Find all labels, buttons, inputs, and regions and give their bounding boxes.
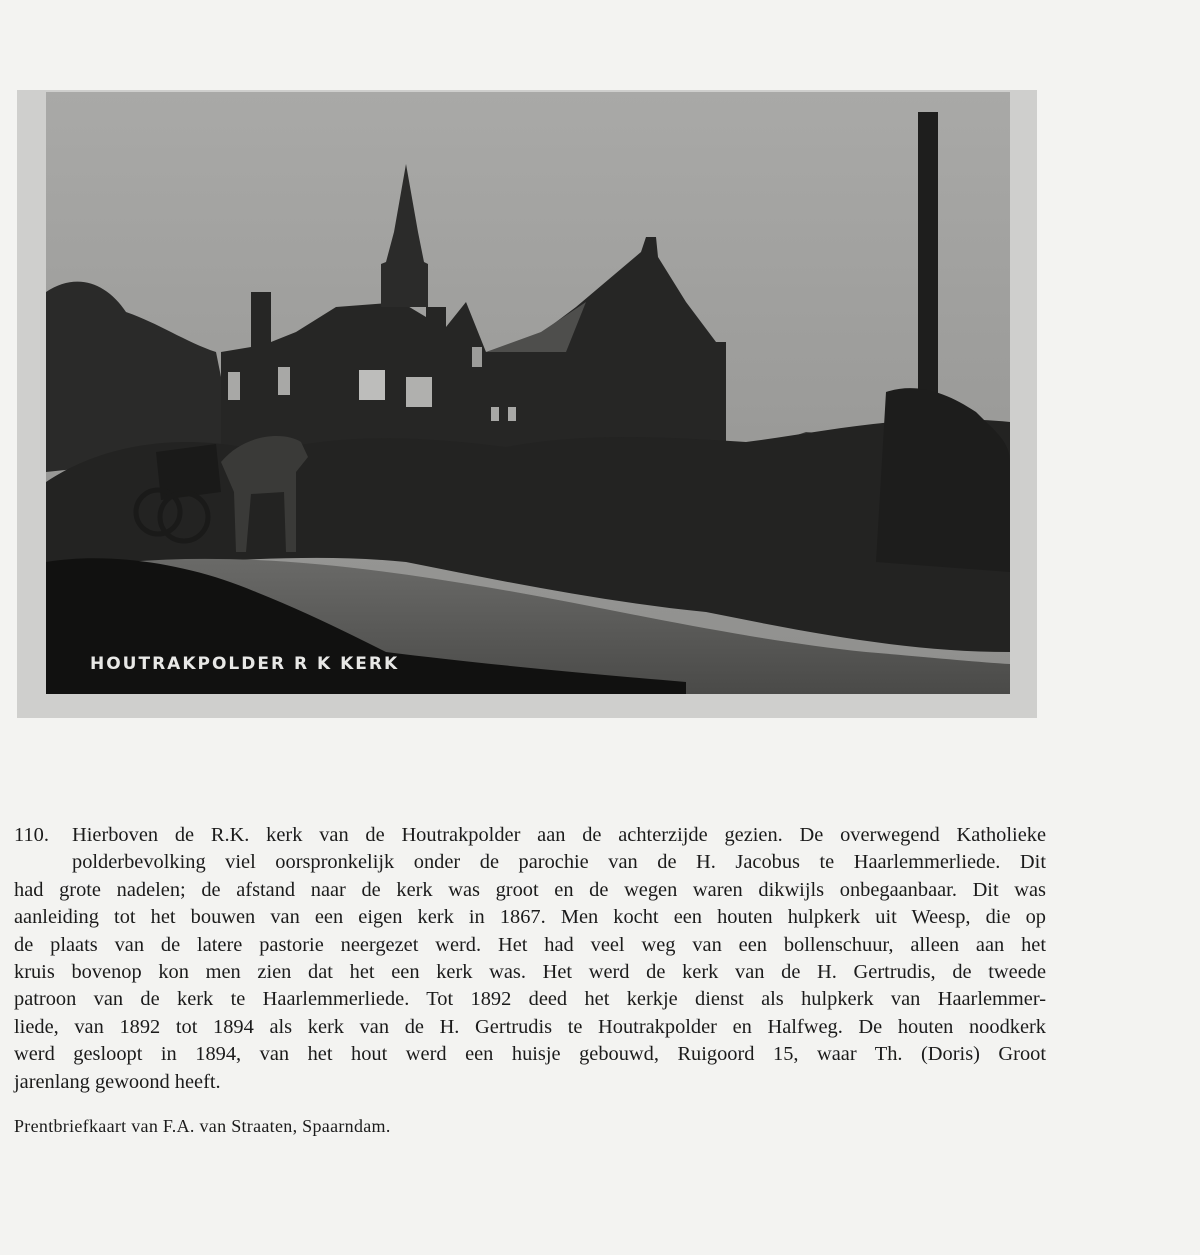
window (508, 407, 516, 421)
photo-credit: Prentbriefkaart van F.A. van Straaten, Spaarndam. (14, 1116, 391, 1136)
caption-line-2: polderbevolking viel oorspronkelijk onder de parochie van de H. Jacobus te Haarlemmerliede. Dit (72, 851, 1046, 874)
window (359, 370, 385, 400)
caption-line-3: had grote nadelen; de afstand naar de kerk was groot en de wegen waren dikwijls onbegaanbaar. Dit was (14, 878, 1046, 901)
caption-line-9: werd gesloopt in 1894, van het hout werd een huisje gebouwd, Ruigoord 15, waar Th. (Doris) Groot (14, 1043, 1046, 1066)
window (278, 367, 290, 395)
caption-number: 110. (14, 824, 49, 846)
caption-line-1: 110. Hierboven de R.K. kerk van de Houtrakpolder aan de achterzijde gezien. De overwegend Katholieke (14, 822, 1046, 849)
photo-label: HOUTRAKPOLDER R K KERK (90, 654, 400, 674)
window (472, 347, 482, 367)
church-photograph (46, 92, 1010, 694)
factory-chimney (918, 112, 938, 402)
caption-line-8: liede, van 1892 tot 1894 als kerk van de H. Gertrudis te Houtrakpolder en Halfweg. De houten noodkerk (14, 1015, 1046, 1038)
window (228, 372, 240, 400)
window (491, 407, 499, 421)
caption-line-7: patroon van de kerk te Haarlemmerliede. Tot 1892 deed het kerkje dienst als hulpkerk van Haarlemmer- (14, 988, 1046, 1011)
caption-line-4: aanleiding tot het bouwen van een eigen kerk in 1867. Men kocht een houten hulpkerk uit Weesp, die op (14, 906, 1046, 929)
caption-line-10: jarenlang gewoond heeft. (14, 1070, 221, 1093)
church-photo-illustration (46, 92, 1010, 694)
window (406, 377, 432, 407)
caption-line-5: de plaats van de latere pastorie neergezet werd. Het had veel weg van een bollenschuur, alleen aan het (14, 933, 1046, 956)
caption-line-6: kruis bovenop kon men zien dat het een kerk was. Het werd de kerk van de H. Gertrudis, de tweede (14, 961, 1046, 984)
figure-caption (14, 822, 1046, 1096)
